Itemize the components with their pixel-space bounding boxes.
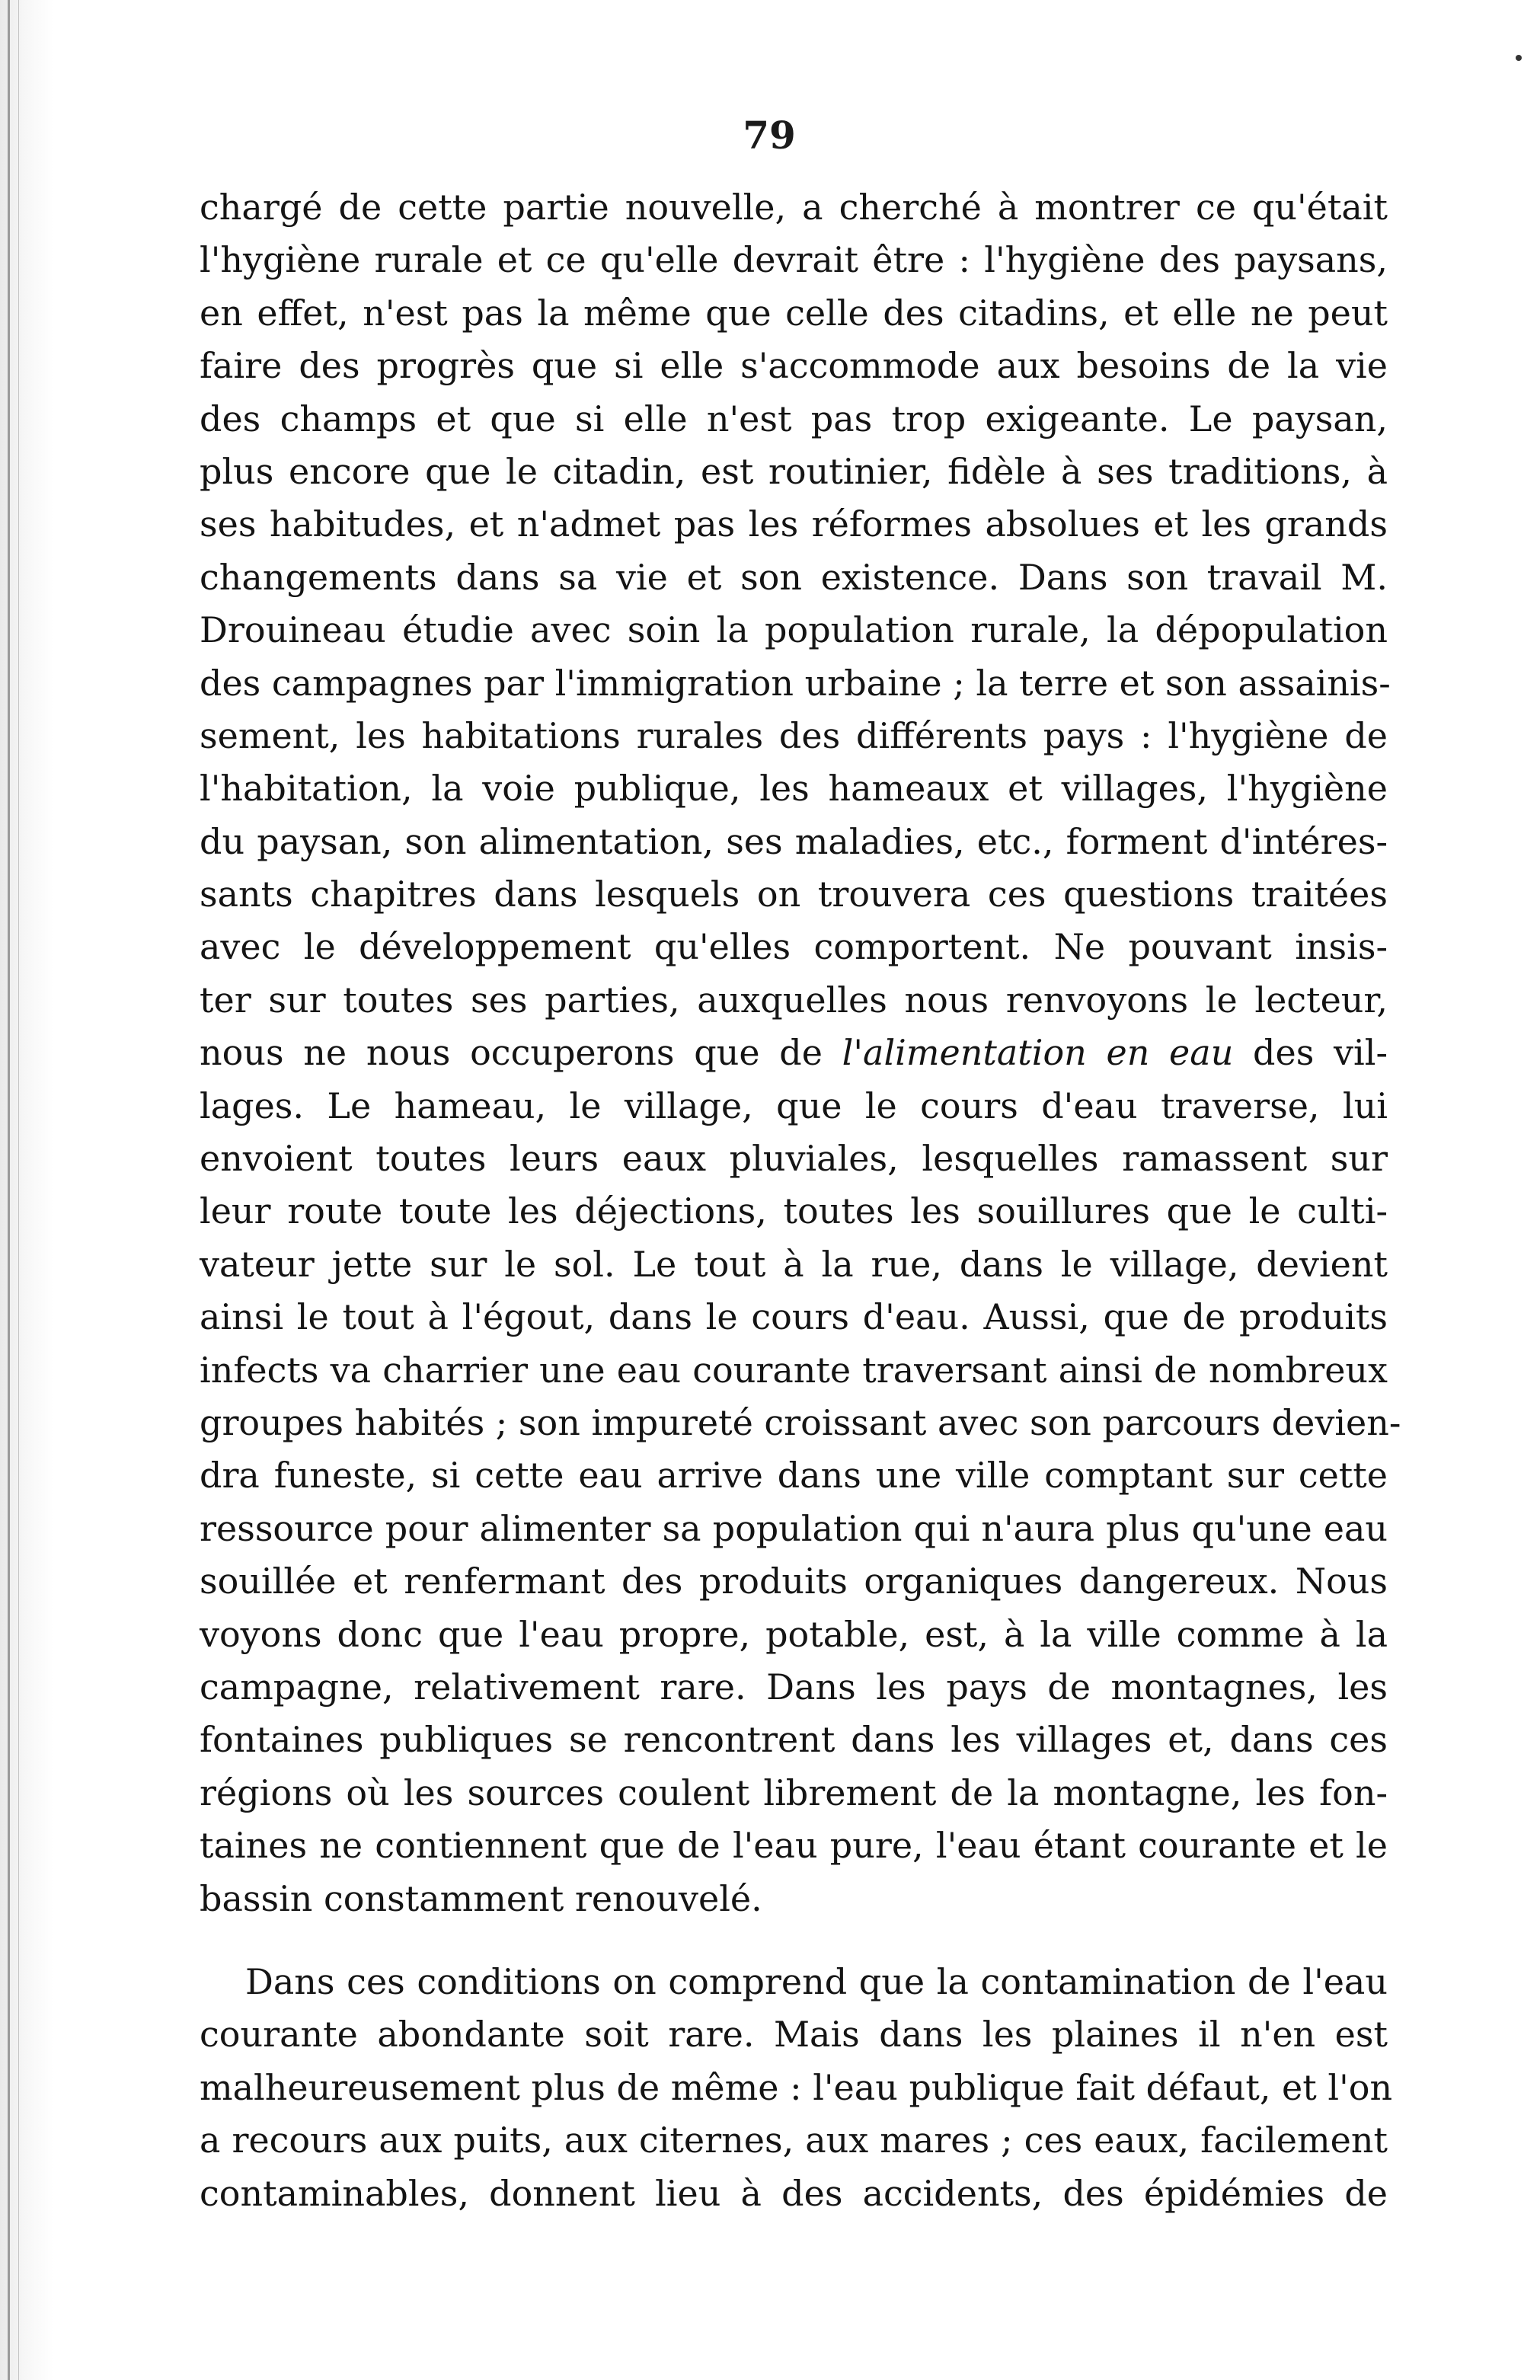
text-line: chargé de cette partie nouvelle, a cherché à montrer ce qu'était — [200, 187, 1388, 228]
text-line: courante abondante soit rare. Mais dans les plaines il n'en est — [200, 2014, 1388, 2056]
paragraph-2 — [200, 1956, 1393, 2220]
text-line: du paysan, son alimentation, ses maladies, etc., forment d'intéres- — [200, 820, 1388, 862]
text-line: souillée et renfermant des produits organiques dangereux. Nous — [200, 1561, 1388, 1602]
text-line: faire des progrès que si elle s'accommode aux besoins de la vie — [200, 345, 1388, 387]
text-line: campagne, relativement rare. Dans les pays de montagnes, les — [200, 1666, 1388, 1708]
text-line: vateur jette sur le sol. Le tout à la rue, dans le village, devient — [200, 1243, 1388, 1285]
text-line: voyons donc que l'eau propre, potable, est, à la ville comme à la — [200, 1613, 1388, 1655]
text-line: sement, les habitations rurales des différents pays : l'hygiène de — [200, 714, 1388, 756]
text-line: fontaines publiques se rencontrent dans les villages et, dans ces — [200, 1719, 1388, 1761]
text-line: envoient toutes leurs eaux pluviales, lesquelles ramassent sur — [200, 1138, 1388, 1180]
text-line: plus encore que le citadin, est routinier, fidèle à ses traditions, à — [200, 450, 1388, 492]
text-line: infects va charrier une eau courante traversant ainsi de nombreux — [200, 1349, 1388, 1391]
text-line: a recours aux puits, aux citernes, aux mares ; ces eaux, facilement — [200, 2120, 1388, 2161]
text-line: taines ne contiennent que de l'eau pure, l'eau étant courante et le — [200, 1825, 1388, 1867]
text-line: leur route toute les déjections, toutes les souillures que le culti- — [200, 1190, 1388, 1232]
text-line-with-italic — [200, 1027, 1388, 1079]
text-line: ter sur toutes ses parties, auxquelles nous renvoyons le lecteur, — [200, 979, 1388, 1021]
text-line: sants chapitres dans lesquels on trouvera ces questions traitées — [200, 874, 1388, 915]
scan-speck — [1516, 55, 1522, 61]
text-line: des campagnes par l'immigration urbaine ; la terre et son assainis- — [200, 662, 1391, 704]
binding-line — [8, 0, 10, 2380]
text-line: lages. Le hameau, le village, que le cours d'eau traverse, lui — [200, 1085, 1388, 1126]
paragraph-1 — [200, 181, 1401, 1925]
text-line: bassin constamment renouvelé. — [200, 1877, 762, 1919]
text-line: Drouineau étudie avec soin la population rurale, la dépopulation — [200, 609, 1388, 651]
text-line: Dans ces conditions on comprend que la contamination de l'eau — [245, 1961, 1388, 2002]
text-line: dra funeste, si cette eau arrive dans une ville comptant sur cette — [200, 1455, 1388, 1497]
page-number: 79 — [743, 113, 796, 158]
text-line: l'habitation, la voie publique, les hameaux et villages, l'hygiène — [200, 768, 1388, 810]
text-line: en effet, n'est pas la même que celle des citadins, et elle ne peut — [200, 292, 1388, 334]
text-line: changements dans sa vie et son existence. Dans son travail M. — [200, 556, 1388, 598]
text-line: ainsi le tout à l'égout, dans le cours d'eau. Aussi, que de produits — [200, 1296, 1388, 1338]
text-line: contaminables, donnent lieu à des accidents, des épidémies de — [200, 2172, 1388, 2214]
text-fragment: des vil- — [1253, 1032, 1388, 1074]
binding-edge — [0, 0, 53, 2380]
text-line: avec le développement qu'elles comportent. Ne pouvant insis- — [200, 926, 1388, 968]
binding-line-inner — [18, 0, 19, 2380]
text-line: ses habitudes, et n'admet pas les réformes absolues et les grands — [200, 503, 1388, 545]
text-line: malheureusement plus de même : l'eau publique fait défaut, et l'on — [200, 2066, 1393, 2108]
text-line: l'hygiène rurale et ce qu'elle devrait être : l'hygiène des paysans, — [200, 239, 1388, 281]
text-line: groupes habités ; son impureté croissant avec son parcours devien- — [200, 1401, 1401, 1443]
text-line: régions où les sources coulent librement de la montagne, les fon- — [200, 1771, 1388, 1813]
text-line: des champs et que si elle n'est pas trop exigeante. Le paysan, — [200, 398, 1388, 439]
text-fragment: nous ne nous occuperons que de — [200, 1032, 823, 1074]
italic-phrase: l'alimentation en eau — [842, 1032, 1234, 1074]
text-line: ressource pour alimenter sa population qui n'aura plus qu'une eau — [200, 1507, 1388, 1549]
